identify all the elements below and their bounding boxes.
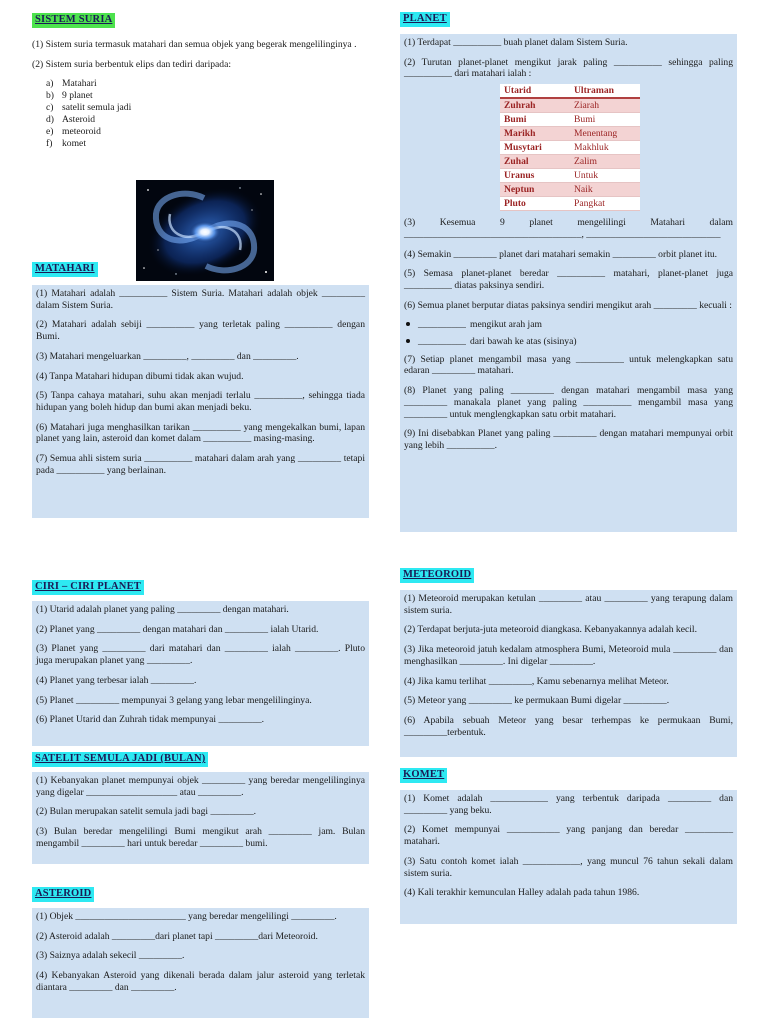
komet-box	[400, 790, 737, 924]
table-header: Ultraman	[570, 84, 640, 98]
asteroid-item: (3) Saiznya adalah sekecil _________.	[36, 950, 185, 962]
table-row: Marikh Menentang	[500, 127, 640, 141]
ciri-planet-heading: CIRI – CIRI PLANET	[32, 580, 144, 595]
planet-mnemonic-table	[500, 84, 640, 211]
table-row: Zuhrah Ziarah	[500, 98, 640, 113]
komet-item: (4) Kali terakhir kemunculan Halley adalah pada tahun 1986.	[404, 887, 640, 899]
planet-item: (4) Semakin _________ planet dari matahari semakin _________ orbit planet itu.	[404, 248, 718, 260]
table-header: Utarid	[500, 84, 570, 98]
matahari-item: (6) Matahari juga menghasilkan tarikan __________ yang mengekalkan bumi, lapan planet yang lain, asteroid dan komet dalam __________ masing-masing.	[36, 421, 365, 445]
komet-heading: KOMET	[400, 768, 447, 783]
meteoroid-heading: METEOROID	[400, 568, 474, 583]
asteroid-heading: ASTEROID	[32, 887, 94, 902]
planet-box	[400, 34, 737, 532]
meteoroid-item: (3) Jika meteoroid jatuh kedalam atmosphera Bumi, Meteoroid mula _________ dan menghasilkan _________. Ini digelar _________.	[404, 644, 733, 667]
planet-item: (9) Ini disebabkan Planet yang paling _________ dengan matahari mempunyai orbit yang lebih __________.	[404, 428, 733, 451]
planet-item: (3) Kesemua 9 planet mengelilingi Matahari dalam _____________________________________, ____________________________	[404, 217, 733, 240]
list-item: c) satelit semula jadi	[46, 102, 132, 114]
matahari-item: (1) Matahari adalah __________ Sistem Suria. Matahari adalah objek _________ dalam Sistem Suria.	[36, 288, 365, 311]
sistem-suria-list	[32, 78, 368, 150]
komet-item: (1) Komet adalah ____________ yang terbentuk daripada _________ dan _________ yang beku.	[404, 793, 733, 816]
ciri-planet-item: (4) Planet yang terbesar ialah _________.	[36, 674, 197, 686]
ciri-planet-box	[32, 601, 369, 746]
asteroid-item: (1) Objek _______________________ yang beredar mengelilingi _________.	[36, 911, 337, 922]
matahari-box	[32, 285, 369, 518]
ciri-planet-item: (6) Planet Utarid dan Zuhrah tidak mempunyai _________.	[36, 714, 265, 726]
galaxy-image	[136, 180, 274, 281]
list-item: __________ mengikut arah jam	[404, 319, 733, 331]
list-item: __________ dari bawah ke atas (sisinya)	[404, 336, 733, 348]
planet-item: (2) Turutan planet-planet mengikut jarak paling __________ sehingga paling __________ dari matahari ialah :	[404, 56, 733, 80]
matahari-item: (4) Tanpa Matahari hidupan dibumi tidak akan wujud.	[36, 370, 244, 382]
meteoroid-item: (5) Meteor yang _________ ke permukaan Bumi digelar _________.	[404, 695, 670, 707]
matahari-item: (2) Matahari adalah sebiji __________ yang terletak paling __________ dengan Bumi.	[36, 319, 365, 343]
asteroid-box	[32, 908, 369, 1018]
satelit-item: (3) Bulan beredar mengelilingi Bumi mengikut arah _________ jam. Bulan mengambil _________ hari untuk beredar _________ bumi.	[36, 826, 365, 849]
matahari-item: (7) Semua ahli sistem suria __________ matahari dalam arah yang _________ tetapi pada __________ yang berlainan.	[36, 453, 365, 476]
list-item: a) Matahari	[46, 78, 97, 90]
asteroid-item: (2) Asteroid adalah _________dari planet tapi _________dari Meteoroid.	[36, 930, 318, 942]
ciri-planet-item: (1) Utarid adalah planet yang paling _________ dengan matahari.	[36, 604, 289, 615]
table-row: Uranus Untuk	[500, 169, 640, 183]
list-item: e) meteoroid	[46, 126, 101, 138]
satelit-heading: SATELIT SEMULA JADI (BULAN)	[32, 752, 208, 767]
meteoroid-item: (1) Meteoroid merupakan ketulan _________ atau _________ yang terapung dalam sistem suria.	[404, 593, 733, 616]
table-row: Zuhal Zalim	[500, 155, 640, 169]
satelit-box	[32, 772, 369, 864]
ciri-planet-item: (3) Planet yang _________ dari matahari dan _________ ialah _________. Pluto juga merupakan planet yang _________.	[36, 643, 365, 667]
meteoroid-box	[400, 590, 737, 757]
planet-exceptions-list	[404, 319, 733, 347]
matahari-heading: MATAHARI	[32, 262, 98, 277]
matahari-item: (5) Tanpa cahaya matahari, suhu akan menjadi terlalu __________, sehingga tiada hidupan yang boleh hidup dan bumi akan menjadi beku.	[36, 390, 365, 413]
meteoroid-item: (2) Terdapat berjuta-juta meteoroid diangkasa. Kebanyakannya adalah kecil.	[404, 624, 697, 636]
list-item: f) komet	[46, 138, 86, 150]
planet-heading: PLANET	[400, 12, 450, 27]
sistem-suria-heading: SISTEM SURIA	[32, 13, 115, 28]
sistem-suria-intro	[32, 39, 368, 150]
planet-item: (1) Terdapat __________ buah planet dalam Sistem Suria.	[404, 37, 628, 48]
table-row: Pluto Pangkat	[500, 197, 640, 211]
planet-item: (6) Semua planet berputar diatas paksinya sendiri mengikut arah _________ kecuali :	[404, 299, 732, 311]
list-item: b) 9 planet	[46, 90, 93, 102]
asteroid-item: (4) Kebanyakan Asteroid yang dikenali berada dalam jalur asteroid yang terletak diantara _________ dan _________.	[36, 970, 365, 993]
table-row: Neptun Naik	[500, 183, 640, 197]
komet-item: (3) Satu contoh komet ialah ____________, yang muncul 76 tahun sekali dalam sistem suria.	[404, 855, 733, 879]
list-item: d) Asteroid	[46, 114, 96, 126]
satelit-item: (1) Kebanyakan planet mempunyai objek _________ yang beredar mengelilinginya yang digelar ___________________ atau _________.	[36, 775, 365, 798]
table-row: Bumi Bumi	[500, 113, 640, 127]
matahari-item: (3) Matahari mengeluarkan _________, _________ dan _________.	[36, 350, 299, 362]
planet-item: (8) Planet yang paling _________ dengan matahari mengambil masa yang _________ manakala planet yang paling __________ mengambil masa yang _________ untuk menglengkapkan satu orbit matahari.	[404, 385, 733, 420]
sistem-suria-p1: (1) Sistem suria termasuk matahari dan semua objek yang begerak mengelilinginya .	[32, 39, 357, 50]
ciri-planet-item: (2) Planet yang _________ dengan matahari dan _________ ialah Utarid.	[36, 623, 319, 635]
planet-item: (5) Semasa planet-planet beredar __________ matahari, planet-planet juga __________ diatas paksinya sendiri.	[404, 268, 733, 291]
sistem-suria-p2: (2) Sistem suria berbentuk elips dan tediri daripada:	[32, 58, 232, 70]
komet-item: (2) Komet mempunyai ___________ yang panjang dan beredar __________ matahari.	[404, 824, 733, 848]
meteoroid-item: (6) Apabila sebuah Meteor yang besar terhempas ke permukaan Bumi, _________terbentuk.	[404, 714, 733, 738]
ciri-planet-item: (5) Planet _________ mempunyai 3 gelang yang lebar mengelilinginya.	[36, 694, 312, 706]
table-row: Musytari Makhluk	[500, 141, 640, 155]
meteoroid-item: (4) Jika kamu terlihat _________, Kamu sebenarnya melihat Meteor.	[404, 675, 669, 687]
satelit-item: (2) Bulan merupakan satelit semula jadi bagi _________.	[36, 806, 257, 818]
planet-item: (7) Setiap planet mengambil masa yang __________ untuk melengkapkan satu edaran _________ matahari.	[404, 353, 733, 377]
